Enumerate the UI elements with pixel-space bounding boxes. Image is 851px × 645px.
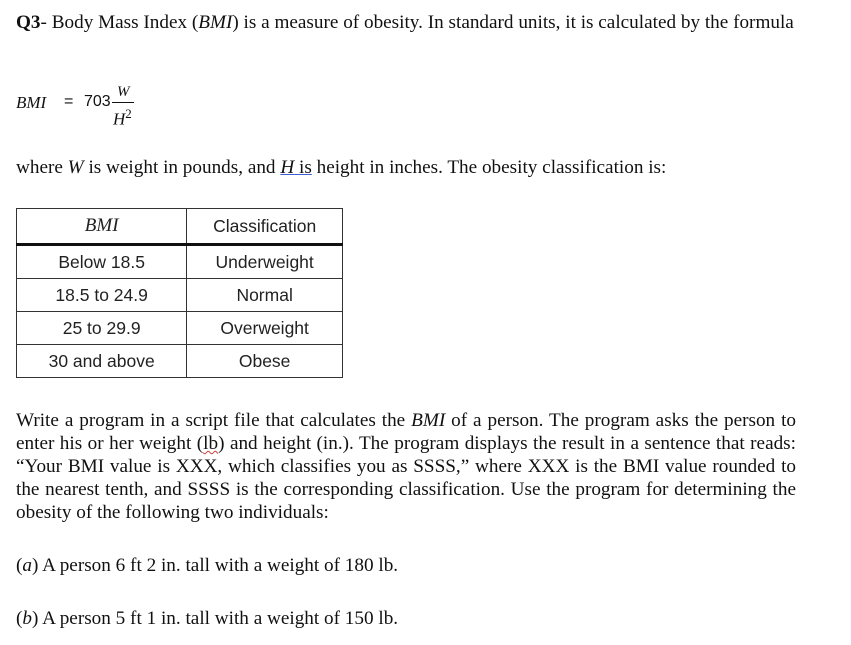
program-text-3: ) and height (in.). The program displays the result in a sentence that reads: “Your BMI value is XXX, which classifies you as SSSS,” where XXX is the BMI value rounded to the nearest tenth, and SSSS is the corresponding classification. Use the program for determining the obesity of the following two individuals:	[16, 433, 796, 523]
program-bmi: BMI	[411, 410, 446, 431]
where-h-is	[280, 157, 311, 178]
table-row	[17, 312, 343, 345]
intro-text-b: ) is a measure of obesity. In standard units, it is calculated by the formula	[232, 12, 794, 33]
denominator-exponent: 2	[125, 106, 132, 121]
program-text-1: Write a program in a script file that calculates the	[16, 410, 412, 431]
formula-coefficient: 703	[84, 93, 111, 110]
table-cell-class: Overweight	[187, 312, 343, 345]
table-cell-range: 18.5 to 24.9	[17, 279, 187, 312]
fraction-bar	[112, 102, 134, 103]
intro-bmi: BMI	[198, 12, 233, 33]
table-cell-range: 30 and above	[17, 345, 187, 378]
part-a-text: A person 6 ft 2 in. tall with a weight of 180 lb.	[38, 555, 399, 576]
formula-lhs: BMI	[16, 93, 47, 112]
table-row	[17, 279, 343, 312]
table-row	[17, 245, 343, 279]
table-cell-class: Obese	[187, 345, 343, 378]
part-a: (a) A person 6 ft 2 in. tall with a weight of 180 lb.	[16, 555, 399, 576]
where-text-1: is weight in pounds, and	[83, 157, 281, 178]
formula-fraction	[112, 84, 140, 129]
formula-numerator: W	[117, 84, 130, 100]
table-cell-class: Normal	[187, 279, 343, 312]
part-b-label: b	[22, 608, 32, 629]
question-number: Q3	[16, 12, 41, 33]
where-is: is	[298, 157, 312, 178]
denominator-variable: H	[113, 109, 126, 129]
where-label: where	[16, 157, 68, 178]
formula-denominator	[113, 104, 132, 130]
part-a-label: a	[22, 555, 32, 576]
table-header-bmi: BMI	[17, 209, 187, 245]
obesity-classification-table	[16, 208, 343, 378]
intro-text-a: - Body Mass Index (	[40, 12, 199, 33]
table-row	[17, 345, 343, 378]
program-instructions	[16, 409, 796, 524]
part-b: (b) A person 5 ft 1 in. tall with a weight of 150 lb.	[16, 608, 399, 629]
table-cell-range: Below 18.5	[17, 245, 187, 279]
table-cell-range: 25 to 29.9	[17, 312, 187, 345]
where-definitions	[16, 156, 796, 179]
where-text-2: height in inches. The obesity classification is:	[311, 157, 667, 178]
question-intro	[16, 11, 796, 34]
program-lb: lb	[203, 433, 219, 454]
formula-equals: =	[64, 93, 74, 110]
table-header-classification: Classification	[187, 209, 343, 245]
table-header-row	[17, 209, 343, 245]
where-h: H	[280, 157, 295, 178]
table-cell-class: Underweight	[187, 245, 343, 279]
where-w: W	[67, 157, 84, 178]
part-b-text: A person 5 ft 1 in. tall with a weight of 150 lb.	[38, 608, 399, 629]
program-text-2: of a person. The program asks the person to enter his or her weight (	[16, 410, 797, 454]
